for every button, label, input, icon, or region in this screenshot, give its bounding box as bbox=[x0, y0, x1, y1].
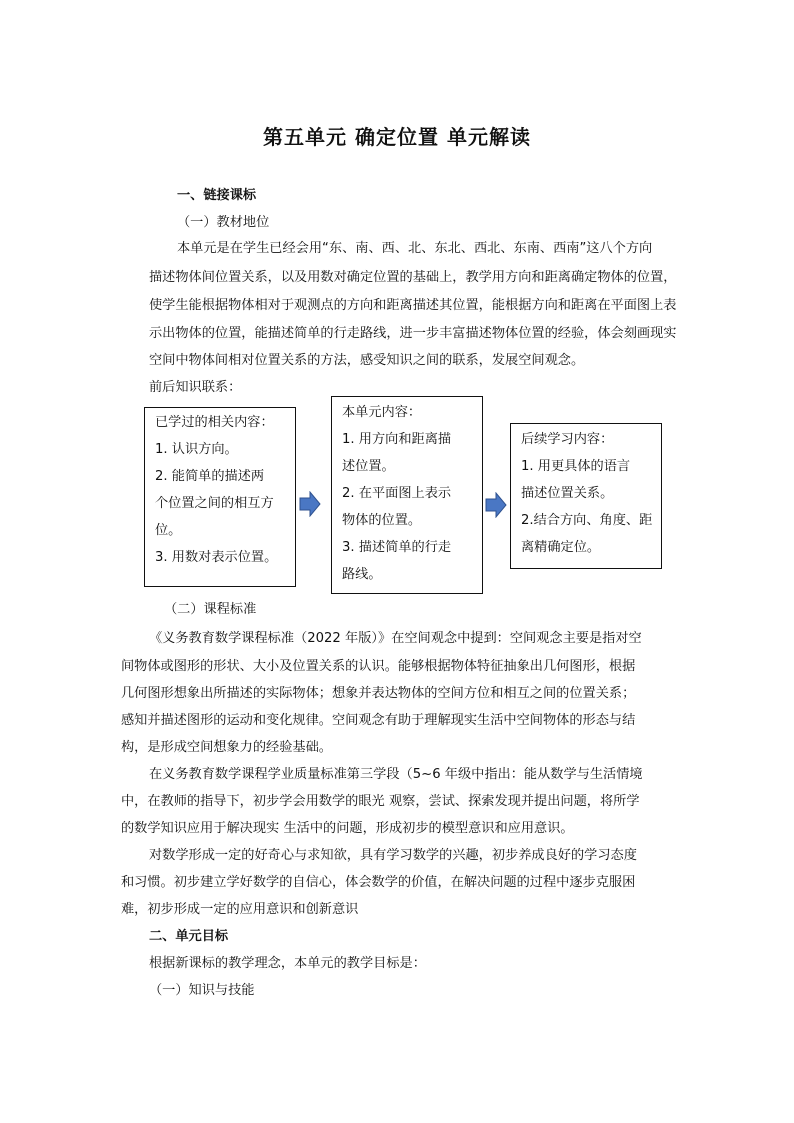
box-item: 2.结合方向、角度、距 bbox=[521, 513, 653, 528]
box-item: 物体的位置。 bbox=[342, 513, 422, 528]
para2-line: 《义务教育数学课程标准（2022 年版）》在空间观念中提到：空间观念主要是指对空 bbox=[149, 631, 642, 646]
section2-intro: 根据新课标的教学理念，本单元的教学目标是： bbox=[149, 956, 426, 971]
para2-line: 感知并描述图形的运动和变化规律。空间观念有助于理解现实生活中空间物体的形态与结 bbox=[121, 713, 636, 728]
box-heading: 本单元内容： bbox=[342, 405, 422, 420]
section2-heading: 二、单元目标 bbox=[149, 929, 229, 944]
para3-line: 在义务教育数学课程学业质量标准第三学段（5~6 年级中指出：能从数学与生活情境 bbox=[149, 767, 643, 782]
para1-line: 示出物体的位置，能描述简单的行走路线，进一步丰富描述物体位置的经验，体会刻画现实 bbox=[149, 326, 677, 341]
para3-line: 中，在教师的指导下，初步学会用数学的眼光 观察，尝试、探索发现并提出问题，将所学 bbox=[121, 794, 640, 809]
para2-line: 间物体或图形的形状、大小及位置关系的认识。能够根据物体特征抽象出几何图形，根据 bbox=[121, 659, 636, 674]
box-item: 个位置之间的相互方 bbox=[155, 496, 274, 511]
para2-line: 几何图形想象出所描述的实际物体；想象并表达物体的空间方位和相互之间的位置关系； bbox=[121, 686, 636, 701]
para3-line: 的数学知识应用于解决现实 生活中的问题，形成初步的模型意识和应用意识。 bbox=[121, 821, 574, 836]
section2-sub1: （一）知识与技能 bbox=[149, 983, 255, 998]
section1-heading: 一、链接课标 bbox=[177, 188, 257, 203]
para4-line: 难，初步形成一定的应用意识和创新意识 bbox=[121, 902, 359, 917]
box-item: 位。 bbox=[155, 523, 182, 538]
para1-line: 空间中物体间相对位置关系的方法，感受知识之间的联系，发展空间观念。 bbox=[149, 353, 585, 368]
right-arrow-icon bbox=[299, 491, 321, 517]
box-item: 1. 用更具体的语言 bbox=[521, 459, 631, 474]
box-item: 3. 描述简单的行走 bbox=[342, 540, 452, 555]
box-item: 1. 用方向和距离描 bbox=[342, 432, 452, 447]
box-item: 离精确定位。 bbox=[521, 540, 601, 555]
section1-sub2: （二）课程标准 bbox=[164, 602, 257, 617]
box-heading: 已学过的相关内容： bbox=[155, 415, 274, 430]
box-item: 描述位置关系。 bbox=[521, 486, 614, 501]
relation-label: 前后知识联系： bbox=[149, 380, 242, 395]
para4-line: 和习惯。初步建立学好数学的自信心，体会数学的价值，在解决问题的过程中逐步克服困 bbox=[121, 875, 636, 890]
learned-content-box bbox=[144, 407, 296, 587]
para1-line: 使学生能根据物体相对于观测点的方向和距离描述其位置，能根据方向和距离在平面图上表 bbox=[149, 298, 677, 313]
box-item: 1. 认识方向。 bbox=[155, 442, 238, 457]
box-item: 2. 在平面图上表示 bbox=[342, 486, 452, 501]
para1-line: 描述物体间位置关系，以及用数对确定位置的基础上，教学用方向和距离确定物体的位置， bbox=[149, 270, 677, 285]
box-item: 路线。 bbox=[342, 567, 382, 582]
current-content-box bbox=[331, 396, 483, 594]
para4-line: 对数学形成一定的好奇心与求知欲，具有学习数学的兴趣，初步养成良好的学习态度 bbox=[149, 848, 637, 863]
page-title: 第五单元 确定位置 单元解读 bbox=[263, 125, 531, 149]
para1-line: 本单元是在学生已经会用“东、南、西、北、东北、西北、东南、西南”这八个方向 bbox=[177, 241, 653, 256]
right-arrow-icon bbox=[485, 492, 507, 518]
box-heading: 后续学习内容： bbox=[521, 432, 614, 447]
para2-line: 构，是形成空间想象力的经验基础。 bbox=[121, 740, 332, 755]
box-item: 述位置。 bbox=[342, 459, 395, 474]
box-item: 2. 能简单的描述两 bbox=[155, 469, 265, 484]
box-item: 3. 用数对表示位置。 bbox=[155, 550, 278, 565]
future-content-box bbox=[510, 423, 662, 569]
section1-sub1: （一）教材地位 bbox=[177, 215, 270, 230]
